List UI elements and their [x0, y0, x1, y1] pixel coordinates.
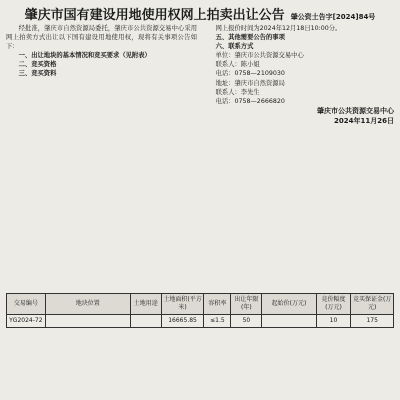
- column-header: 起始价(万元): [262, 294, 316, 315]
- column-header: 地块位置: [45, 294, 130, 315]
- table-cell: [262, 315, 316, 328]
- right-column-paragraphs: [203, 24, 394, 106]
- section-heading: 一、出让地块的基本情况和竞买要求（见附表）: [18, 52, 151, 60]
- table-cell: [130, 315, 161, 328]
- paragraph: 联系人：陈小姐: [215, 61, 260, 69]
- section-heading: 三、竞买资料: [18, 70, 57, 78]
- column-header: 出让年限(年): [231, 294, 262, 315]
- paragraph: 电话：0758—2109030: [215, 70, 285, 78]
- notice-title: 肇庆市国有建设用地使用权网上拍卖出让公告: [24, 8, 285, 23]
- notice-left-column: [6, 24, 197, 290]
- paragraph: 网上报价时间为2024年12月18日10:00分。: [215, 25, 342, 32]
- table-cell: 10: [316, 315, 351, 328]
- parcel-table-body: [7, 315, 394, 328]
- paragraph: 单位：肇庆市公共资源交易中心: [215, 52, 304, 60]
- paragraph: 联系人：李先生: [215, 88, 260, 96]
- column-header: 竞买保证金(万元): [351, 294, 394, 315]
- table-cell: 50: [231, 315, 262, 328]
- table-cell: 175: [351, 315, 394, 328]
- parcel-table-header-row: [7, 294, 394, 315]
- section-heading: 二、竞买资格: [18, 61, 57, 69]
- table-row: [7, 315, 394, 328]
- paragraph: 经批准，肇庆市自然资源局委托，肇庆市公共资源交易中心采用网上拍卖方式出让以下国有建设用地使用权，现将有关事项公告如下：: [6, 25, 197, 51]
- table-cell: YG2024-72: [7, 315, 46, 328]
- column-header: 土地用途: [130, 294, 161, 315]
- column-header: 交易编号: [7, 294, 46, 315]
- column-header: 竞价幅度(万元): [316, 294, 351, 315]
- table-cell: [45, 315, 130, 328]
- paragraph: 地址：肇庆市自然资源局: [215, 79, 285, 87]
- table-cell: 16665.85: [161, 315, 204, 328]
- parcel-table: [6, 293, 394, 328]
- signature-date: 2024年11月26日: [334, 116, 394, 125]
- paragraph: 电话：0758—2666820: [215, 97, 285, 105]
- notice-doc-number: 肇公资土告字[2024]84号: [290, 13, 376, 21]
- section-heading: 五、其他需要公告的事项: [215, 34, 285, 42]
- notice-body: [6, 24, 394, 290]
- signature-org: 肇庆市公共资源交易中心: [317, 106, 394, 115]
- column-header: 土地面积(平方米): [161, 294, 204, 315]
- column-header: 容积率: [204, 294, 231, 315]
- notice-header: [6, 4, 394, 22]
- section-heading: 六、联系方式: [215, 43, 254, 51]
- table-cell: ≤1.5: [204, 315, 231, 328]
- notice-right-column: [203, 24, 394, 290]
